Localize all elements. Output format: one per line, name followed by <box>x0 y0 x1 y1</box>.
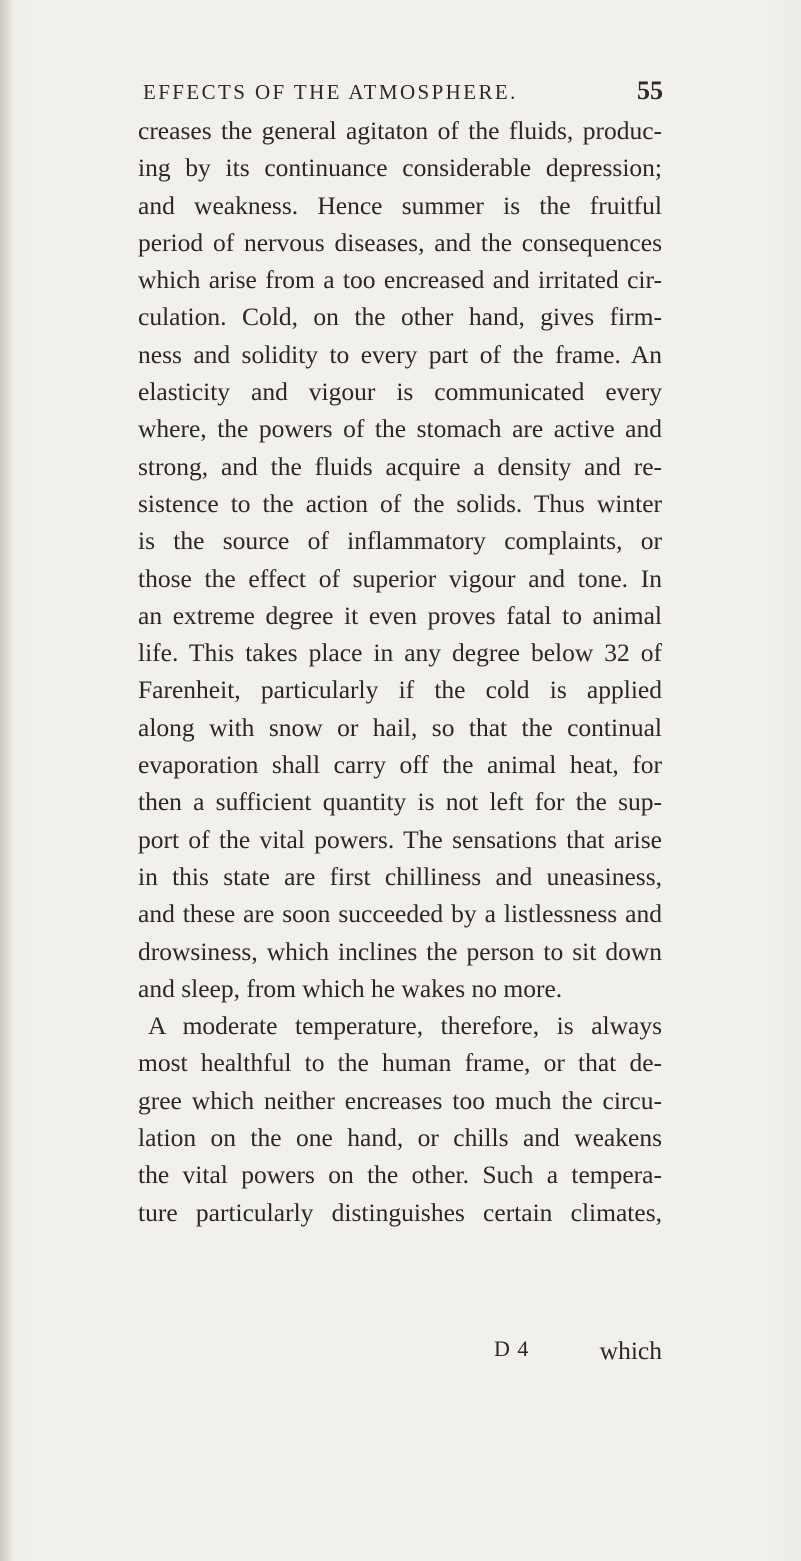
signature-mark: D 4 <box>494 1336 530 1361</box>
text-line: Farenheit, particularly if the cold is applied <box>138 675 662 705</box>
body-text <box>138 112 662 1231</box>
text-line: gree which neither encreases too much the circu- <box>138 1085 662 1115</box>
text-line: in this state are first chilliness and uneasiness, <box>138 861 662 891</box>
text-line: A moderate temperature, therefore, is always <box>148 1011 662 1041</box>
text-line: most healthful to the human frame, or that de- <box>138 1048 662 1078</box>
text-line: elasticity and vigour is communicated every <box>138 377 662 407</box>
text-line: creases the general agitaton of the fluids, produc- <box>138 116 662 145</box>
text-line: an extreme degree it even proves fatal to animal <box>138 600 662 630</box>
text-line: which arise from a too encreased and irritated cir- <box>138 265 662 295</box>
running-title: EFFECTS OF THE ATMOSPHERE. <box>143 80 518 104</box>
text-line: the vital powers on the other. Such a tempera- <box>138 1160 662 1190</box>
text-line: and weakness. Hence summer is the fruitful <box>138 190 662 220</box>
text-line: evaporation shall carry off the animal heat, for <box>138 750 662 780</box>
spine-shadow <box>0 0 14 1561</box>
text-line: drowsiness, which inclines the person to sit down <box>138 936 662 966</box>
text-line: along with snow or hail, so that the continual <box>138 712 662 742</box>
page-footer <box>138 1336 662 1373</box>
text-line: sistence to the action of the solids. Thus winter <box>138 488 662 518</box>
text-line: period of nervous diseases, and the consequences <box>138 227 662 257</box>
text-line: then a sufficient quantity is not left for the sup- <box>138 787 662 817</box>
text-line: where, the powers of the stomach are active and <box>138 414 662 444</box>
catchword: which <box>599 1336 662 1365</box>
text-line: is the source of inflammatory complaints, or <box>138 526 662 556</box>
text-line: those the effect of superior vigour and tone. In <box>138 563 662 593</box>
text-line: ness and solidity to every part of the frame. An <box>138 339 662 369</box>
page-number: 55 <box>637 76 663 105</box>
running-header <box>143 76 663 106</box>
text-line: and sleep, from which he wakes no more. <box>138 973 563 1003</box>
text-line: port of the vital powers. The sensations that arise <box>138 824 662 854</box>
text-line: lation on the one hand, or chills and weakens <box>138 1123 662 1153</box>
text-line: life. This takes place in any degree below 32 of <box>138 638 662 668</box>
text-line: culation. Cold, on the other hand, gives firm- <box>138 302 662 332</box>
text-line: ture particularly distinguishes certain climates, <box>138 1197 662 1227</box>
text-line: ing by its continuance considerable depression; <box>138 153 662 183</box>
text-line: strong, and the fluids acquire a density and re- <box>138 451 662 481</box>
text-line: and these are soon succeeded by a listlessness and <box>138 899 662 929</box>
